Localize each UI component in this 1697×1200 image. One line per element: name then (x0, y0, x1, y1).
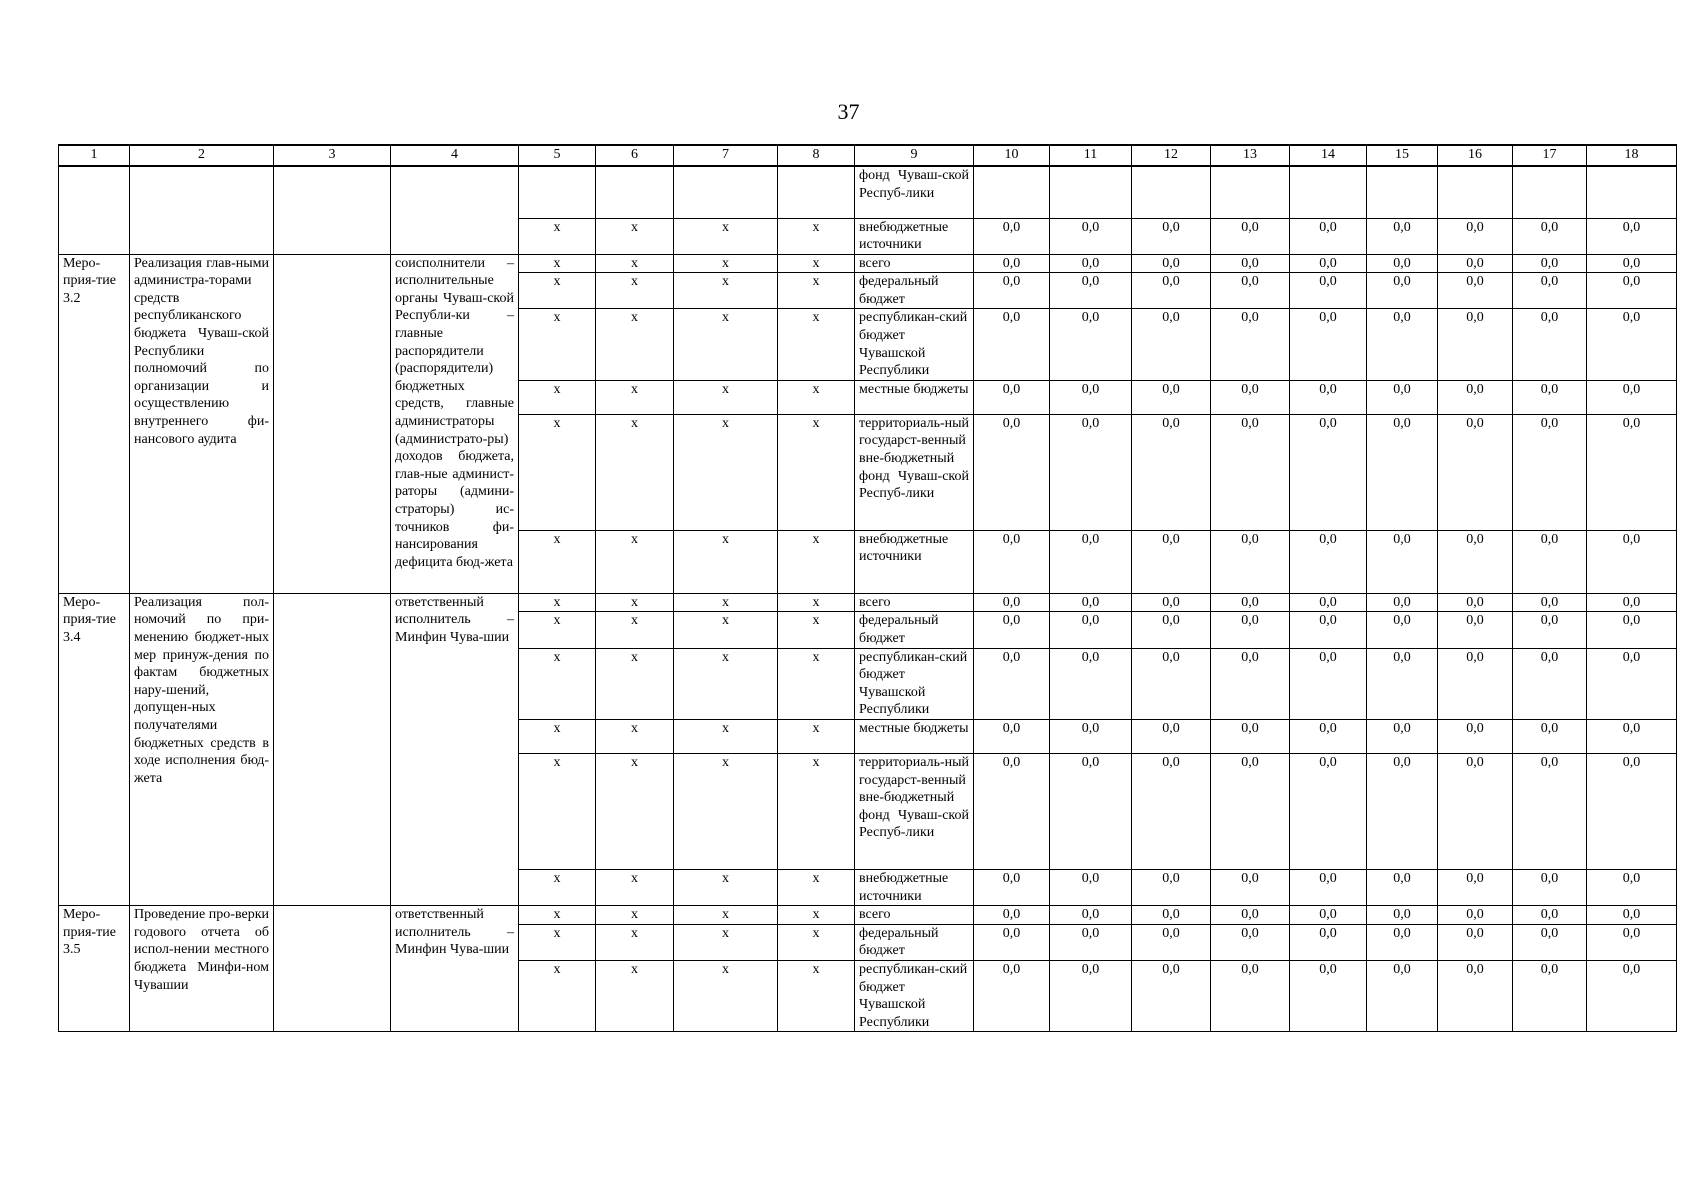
mark-cell: х (674, 870, 778, 906)
value-cell: 0,0 (974, 612, 1050, 648)
column-header-5: 5 (519, 145, 596, 166)
value-cell: 0,0 (1050, 612, 1132, 648)
page-number: 37 (837, 99, 860, 124)
mark-cell: х (778, 870, 855, 906)
value-cell: 0,0 (1587, 720, 1677, 754)
mark-cell (674, 166, 778, 218)
mark-cell: х (519, 960, 596, 1031)
value-cell: 0,0 (1290, 648, 1367, 719)
mark-cell: х (778, 380, 855, 414)
value-cell: 0,0 (1438, 414, 1513, 530)
mark-cell: х (596, 906, 674, 925)
mark-cell: х (519, 593, 596, 612)
value-cell: 0,0 (1438, 720, 1513, 754)
value-cell: 0,0 (1438, 924, 1513, 960)
value-cell: 0,0 (1050, 218, 1132, 254)
mark-cell: х (519, 254, 596, 273)
mark-cell: х (519, 924, 596, 960)
col3-cell (274, 254, 391, 593)
header-row (59, 145, 1677, 166)
column-header-8: 8 (778, 145, 855, 166)
value-cell: 0,0 (1513, 960, 1587, 1031)
value-cell: 0,0 (1587, 309, 1677, 380)
column-header-10: 10 (974, 145, 1050, 166)
value-cell: 0,0 (974, 754, 1050, 870)
value-cell: 0,0 (1050, 414, 1132, 530)
value-cell: 0,0 (1587, 414, 1677, 530)
table-row (59, 254, 1677, 273)
value-cell: 0,0 (1211, 924, 1290, 960)
mark-cell: х (596, 870, 674, 906)
value-cell: 0,0 (974, 273, 1050, 309)
mark-cell: х (596, 593, 674, 612)
value-cell: 0,0 (1132, 612, 1211, 648)
value-cell: 0,0 (1211, 273, 1290, 309)
value-cell: 0,0 (1050, 720, 1132, 754)
mark-cell: х (596, 273, 674, 309)
value-cell: 0,0 (1367, 414, 1438, 530)
mark-cell: х (674, 648, 778, 719)
funding-source: республикан-ский бюджет Чувашской Республики (855, 648, 974, 719)
value-cell: 0,0 (1587, 612, 1677, 648)
value-cell: 0,0 (974, 924, 1050, 960)
value-cell: 0,0 (1587, 273, 1677, 309)
value-cell: 0,0 (1290, 380, 1367, 414)
value-cell: 0,0 (1367, 648, 1438, 719)
mark-cell: х (519, 380, 596, 414)
value-cell: 0,0 (1438, 530, 1513, 593)
mark-cell: х (778, 218, 855, 254)
funding-source: территориаль-ный государст-венный вне-бюджетный фонд Чуваш-ской Респуб-лики (855, 414, 974, 530)
value-cell (1290, 166, 1367, 218)
mark-cell: х (596, 218, 674, 254)
value-cell (1211, 166, 1290, 218)
mark-cell: х (778, 648, 855, 719)
mark-cell: х (519, 273, 596, 309)
value-cell: 0,0 (1438, 906, 1513, 925)
column-header-16: 16 (1438, 145, 1513, 166)
value-cell: 0,0 (1211, 612, 1290, 648)
mark-cell: х (596, 960, 674, 1031)
mark-cell: х (519, 309, 596, 380)
funding-source: всего (855, 593, 974, 612)
value-cell: 0,0 (1513, 648, 1587, 719)
funding-source: местные бюджеты (855, 720, 974, 754)
value-cell: 0,0 (1290, 870, 1367, 906)
value-cell: 0,0 (1513, 254, 1587, 273)
value-cell (974, 166, 1050, 218)
value-cell: 0,0 (1290, 960, 1367, 1031)
mark-cell: х (596, 648, 674, 719)
mark-cell: х (596, 754, 674, 870)
value-cell: 0,0 (1367, 593, 1438, 612)
column-header-15: 15 (1367, 145, 1438, 166)
mark-cell: х (674, 754, 778, 870)
value-cell: 0,0 (1132, 924, 1211, 960)
value-cell: 0,0 (974, 906, 1050, 925)
value-cell: 0,0 (974, 530, 1050, 593)
value-cell: 0,0 (1211, 648, 1290, 719)
column-header-12: 12 (1132, 145, 1211, 166)
mark-cell: х (778, 960, 855, 1031)
mark-cell: х (519, 720, 596, 754)
mark-cell: х (674, 254, 778, 273)
value-cell: 0,0 (1050, 380, 1132, 414)
value-cell: 0,0 (1211, 380, 1290, 414)
value-cell: 0,0 (1211, 870, 1290, 906)
value-cell: 0,0 (1367, 960, 1438, 1031)
table-row (59, 593, 1677, 612)
value-cell: 0,0 (1513, 218, 1587, 254)
value-cell: 0,0 (1367, 720, 1438, 754)
value-cell (1587, 166, 1677, 218)
value-cell: 0,0 (1367, 530, 1438, 593)
value-cell: 0,0 (974, 254, 1050, 273)
mark-cell: х (674, 530, 778, 593)
column-header-14: 14 (1290, 145, 1367, 166)
value-cell: 0,0 (1132, 218, 1211, 254)
mark-cell: х (596, 720, 674, 754)
value-cell: 0,0 (1367, 254, 1438, 273)
value-cell: 0,0 (1290, 273, 1367, 309)
value-cell: 0,0 (1211, 720, 1290, 754)
value-cell: 0,0 (1587, 648, 1677, 719)
budget-table (58, 144, 1677, 1032)
value-cell: 0,0 (1367, 309, 1438, 380)
mark-cell: х (674, 309, 778, 380)
mark-cell: х (519, 612, 596, 648)
value-cell: 0,0 (1513, 906, 1587, 925)
mark-cell: х (674, 960, 778, 1031)
value-cell: 0,0 (1367, 906, 1438, 925)
value-cell: 0,0 (1438, 218, 1513, 254)
value-cell: 0,0 (1438, 380, 1513, 414)
funding-source: республикан-ский бюджет Чувашской Республики (855, 960, 974, 1031)
value-cell: 0,0 (1132, 254, 1211, 273)
value-cell: 0,0 (1050, 254, 1132, 273)
value-cell: 0,0 (1587, 530, 1677, 593)
value-cell: 0,0 (1132, 530, 1211, 593)
mark-cell: х (778, 273, 855, 309)
value-cell: 0,0 (1211, 593, 1290, 612)
mark-cell: х (596, 254, 674, 273)
code-cell (59, 166, 130, 254)
mark-cell: х (674, 593, 778, 612)
column-header-17: 17 (1513, 145, 1587, 166)
value-cell: 0,0 (1132, 414, 1211, 530)
activity-code: Меро-прия-тие 3.5 (59, 906, 130, 1032)
column-header-11: 11 (1050, 145, 1132, 166)
title-cell (130, 166, 274, 254)
value-cell: 0,0 (1050, 960, 1132, 1031)
funding-source: всего (855, 254, 974, 273)
value-cell: 0,0 (1587, 960, 1677, 1031)
value-cell: 0,0 (1290, 612, 1367, 648)
mark-cell: х (674, 612, 778, 648)
value-cell: 0,0 (1587, 754, 1677, 870)
mark-cell: х (778, 254, 855, 273)
value-cell: 0,0 (1367, 924, 1438, 960)
value-cell: 0,0 (1290, 593, 1367, 612)
value-cell: 0,0 (1587, 218, 1677, 254)
value-cell: 0,0 (1211, 414, 1290, 530)
mark-cell: х (674, 906, 778, 925)
value-cell: 0,0 (1050, 924, 1132, 960)
funding-source: территориаль-ный государст-венный вне-бюджетный фонд Чуваш-ской Респуб-лики (855, 754, 974, 870)
funding-source: республикан-ский бюджет Чувашской Республики (855, 309, 974, 380)
col3-cell (274, 593, 391, 905)
value-cell: 0,0 (1587, 906, 1677, 925)
value-cell: 0,0 (1211, 530, 1290, 593)
value-cell: 0,0 (1367, 612, 1438, 648)
column-header-3: 3 (274, 145, 391, 166)
col3-cell (274, 166, 391, 254)
column-header-6: 6 (596, 145, 674, 166)
value-cell (1367, 166, 1438, 218)
value-cell: 0,0 (1290, 754, 1367, 870)
value-cell: 0,0 (1290, 414, 1367, 530)
mark-cell (596, 166, 674, 218)
value-cell: 0,0 (1367, 870, 1438, 906)
value-cell: 0,0 (974, 309, 1050, 380)
table-row (59, 166, 1677, 218)
value-cell: 0,0 (1211, 218, 1290, 254)
value-cell: 0,0 (1132, 754, 1211, 870)
value-cell: 0,0 (1587, 924, 1677, 960)
value-cell (1050, 166, 1132, 218)
value-cell: 0,0 (1513, 530, 1587, 593)
value-cell: 0,0 (1050, 870, 1132, 906)
value-cell: 0,0 (1513, 870, 1587, 906)
value-cell: 0,0 (974, 218, 1050, 254)
value-cell: 0,0 (1132, 960, 1211, 1031)
activity-code: Меро-прия-тие 3.2 (59, 254, 130, 593)
activity-title: Реализация пол-номочий по при-менению бюджет-ных мер принуж-дения по фактам бюджетных нару-шений, допущен-ных получателями бюджетных средств в ходе исполнения бюд-жета (130, 593, 274, 905)
value-cell: 0,0 (1211, 309, 1290, 380)
value-cell: 0,0 (974, 648, 1050, 719)
mark-cell: х (596, 612, 674, 648)
column-header-2: 2 (130, 145, 274, 166)
value-cell: 0,0 (1367, 380, 1438, 414)
mark-cell: х (778, 530, 855, 593)
value-cell: 0,0 (1513, 309, 1587, 380)
column-header-18: 18 (1587, 145, 1677, 166)
value-cell: 0,0 (1513, 754, 1587, 870)
value-cell: 0,0 (1050, 906, 1132, 925)
mark-cell: х (778, 754, 855, 870)
value-cell: 0,0 (1132, 648, 1211, 719)
mark-cell: х (674, 218, 778, 254)
value-cell: 0,0 (1438, 273, 1513, 309)
value-cell: 0,0 (974, 870, 1050, 906)
value-cell: 0,0 (974, 380, 1050, 414)
value-cell: 0,0 (1513, 924, 1587, 960)
funding-source: фонд Чуваш-ской Респуб-лики (855, 166, 974, 218)
mark-cell: х (778, 906, 855, 925)
value-cell: 0,0 (1132, 870, 1211, 906)
value-cell: 0,0 (1050, 593, 1132, 612)
mark-cell: х (674, 720, 778, 754)
funding-source: местные бюджеты (855, 380, 974, 414)
activity-title: Реализация глав-ными администра-торами средств республиканского бюджета Чуваш-ской Республики полномочий по организации и осуществлению внутреннего фи-нансового аудита (130, 254, 274, 593)
activity-executor: ответственный исполнитель – Минфин Чува-шии (391, 906, 519, 1032)
activity-code: Меро-прия-тие 3.4 (59, 593, 130, 905)
funding-source: федеральный бюджет (855, 273, 974, 309)
value-cell: 0,0 (1367, 218, 1438, 254)
value-cell: 0,0 (1050, 754, 1132, 870)
value-cell: 0,0 (1290, 720, 1367, 754)
value-cell: 0,0 (974, 960, 1050, 1031)
column-header-7: 7 (674, 145, 778, 166)
mark-cell: х (596, 530, 674, 593)
value-cell: 0,0 (1211, 960, 1290, 1031)
mark-cell: х (778, 414, 855, 530)
activity-executor: соисполнители – исполнительные органы Чуваш-ской Республи-ки – главные распорядители (распорядители) бюджетных средств, главные администраторы (администрато-ры) доходов бюджета, глав-ные админист-раторы (админи-страторы) ис-точников фи-нансирования дефицита бюд-жета (391, 254, 519, 593)
value-cell: 0,0 (1211, 906, 1290, 925)
value-cell: 0,0 (1438, 960, 1513, 1031)
column-header-13: 13 (1211, 145, 1290, 166)
mark-cell: х (519, 530, 596, 593)
value-cell: 0,0 (1587, 593, 1677, 612)
mark-cell: х (519, 414, 596, 530)
value-cell: 0,0 (1132, 906, 1211, 925)
mark-cell: х (778, 593, 855, 612)
mark-cell: х (519, 648, 596, 719)
value-cell: 0,0 (1438, 648, 1513, 719)
value-cell: 0,0 (1438, 754, 1513, 870)
value-cell: 0,0 (1513, 414, 1587, 530)
value-cell: 0,0 (1438, 593, 1513, 612)
table-body (59, 145, 1677, 1032)
value-cell: 0,0 (974, 593, 1050, 612)
mark-cell: х (778, 924, 855, 960)
value-cell: 0,0 (1211, 254, 1290, 273)
value-cell: 0,0 (974, 414, 1050, 530)
value-cell: 0,0 (1132, 273, 1211, 309)
value-cell: 0,0 (1513, 380, 1587, 414)
mark-cell: х (519, 754, 596, 870)
value-cell: 0,0 (1290, 254, 1367, 273)
funding-source: внебюджетные источники (855, 530, 974, 593)
mark-cell: х (778, 720, 855, 754)
value-cell: 0,0 (1438, 870, 1513, 906)
mark-cell: х (674, 380, 778, 414)
value-cell: 0,0 (1587, 380, 1677, 414)
executor-cell (391, 166, 519, 254)
value-cell: 0,0 (1513, 612, 1587, 648)
value-cell (1513, 166, 1587, 218)
mark-cell (519, 166, 596, 218)
value-cell: 0,0 (1587, 870, 1677, 906)
activity-executor: ответственный исполнитель – Минфин Чува-шии (391, 593, 519, 905)
column-header-9: 9 (855, 145, 974, 166)
mark-cell: х (596, 380, 674, 414)
value-cell: 0,0 (1513, 593, 1587, 612)
col3-cell (274, 906, 391, 1032)
value-cell: 0,0 (1132, 380, 1211, 414)
mark-cell: х (674, 273, 778, 309)
value-cell: 0,0 (1050, 309, 1132, 380)
value-cell: 0,0 (1211, 754, 1290, 870)
value-cell: 0,0 (1132, 720, 1211, 754)
column-header-1: 1 (59, 145, 130, 166)
mark-cell: х (596, 414, 674, 530)
value-cell: 0,0 (1290, 906, 1367, 925)
value-cell: 0,0 (1587, 254, 1677, 273)
mark-cell: х (596, 309, 674, 380)
activity-title: Проведение про-верки годового отчета об испол-нении местного бюджета Минфи-ном Чувашии (130, 906, 274, 1032)
value-cell: 0,0 (1132, 309, 1211, 380)
funding-source: внебюджетные источники (855, 870, 974, 906)
value-cell: 0,0 (1438, 309, 1513, 380)
value-cell (1132, 166, 1211, 218)
value-cell: 0,0 (1290, 530, 1367, 593)
mark-cell: х (596, 924, 674, 960)
value-cell: 0,0 (974, 720, 1050, 754)
value-cell: 0,0 (1050, 530, 1132, 593)
mark-cell: х (778, 612, 855, 648)
funding-source: федеральный бюджет (855, 612, 974, 648)
value-cell: 0,0 (1367, 754, 1438, 870)
table-row (59, 906, 1677, 925)
value-cell: 0,0 (1290, 218, 1367, 254)
value-cell (1438, 166, 1513, 218)
value-cell: 0,0 (1050, 648, 1132, 719)
value-cell: 0,0 (1367, 273, 1438, 309)
value-cell: 0,0 (1050, 273, 1132, 309)
mark-cell: х (519, 870, 596, 906)
value-cell: 0,0 (1290, 924, 1367, 960)
funding-source: федеральный бюджет (855, 924, 974, 960)
column-header-4: 4 (391, 145, 519, 166)
mark-cell: х (674, 414, 778, 530)
value-cell: 0,0 (1513, 273, 1587, 309)
value-cell: 0,0 (1438, 612, 1513, 648)
funding-source: всего (855, 906, 974, 925)
value-cell: 0,0 (1513, 720, 1587, 754)
value-cell: 0,0 (1290, 309, 1367, 380)
mark-cell: х (778, 309, 855, 380)
mark-cell: х (674, 924, 778, 960)
value-cell: 0,0 (1438, 254, 1513, 273)
mark-cell: х (519, 218, 596, 254)
value-cell: 0,0 (1132, 593, 1211, 612)
mark-cell (778, 166, 855, 218)
funding-source: внебюджетные источники (855, 218, 974, 254)
mark-cell: х (519, 906, 596, 925)
